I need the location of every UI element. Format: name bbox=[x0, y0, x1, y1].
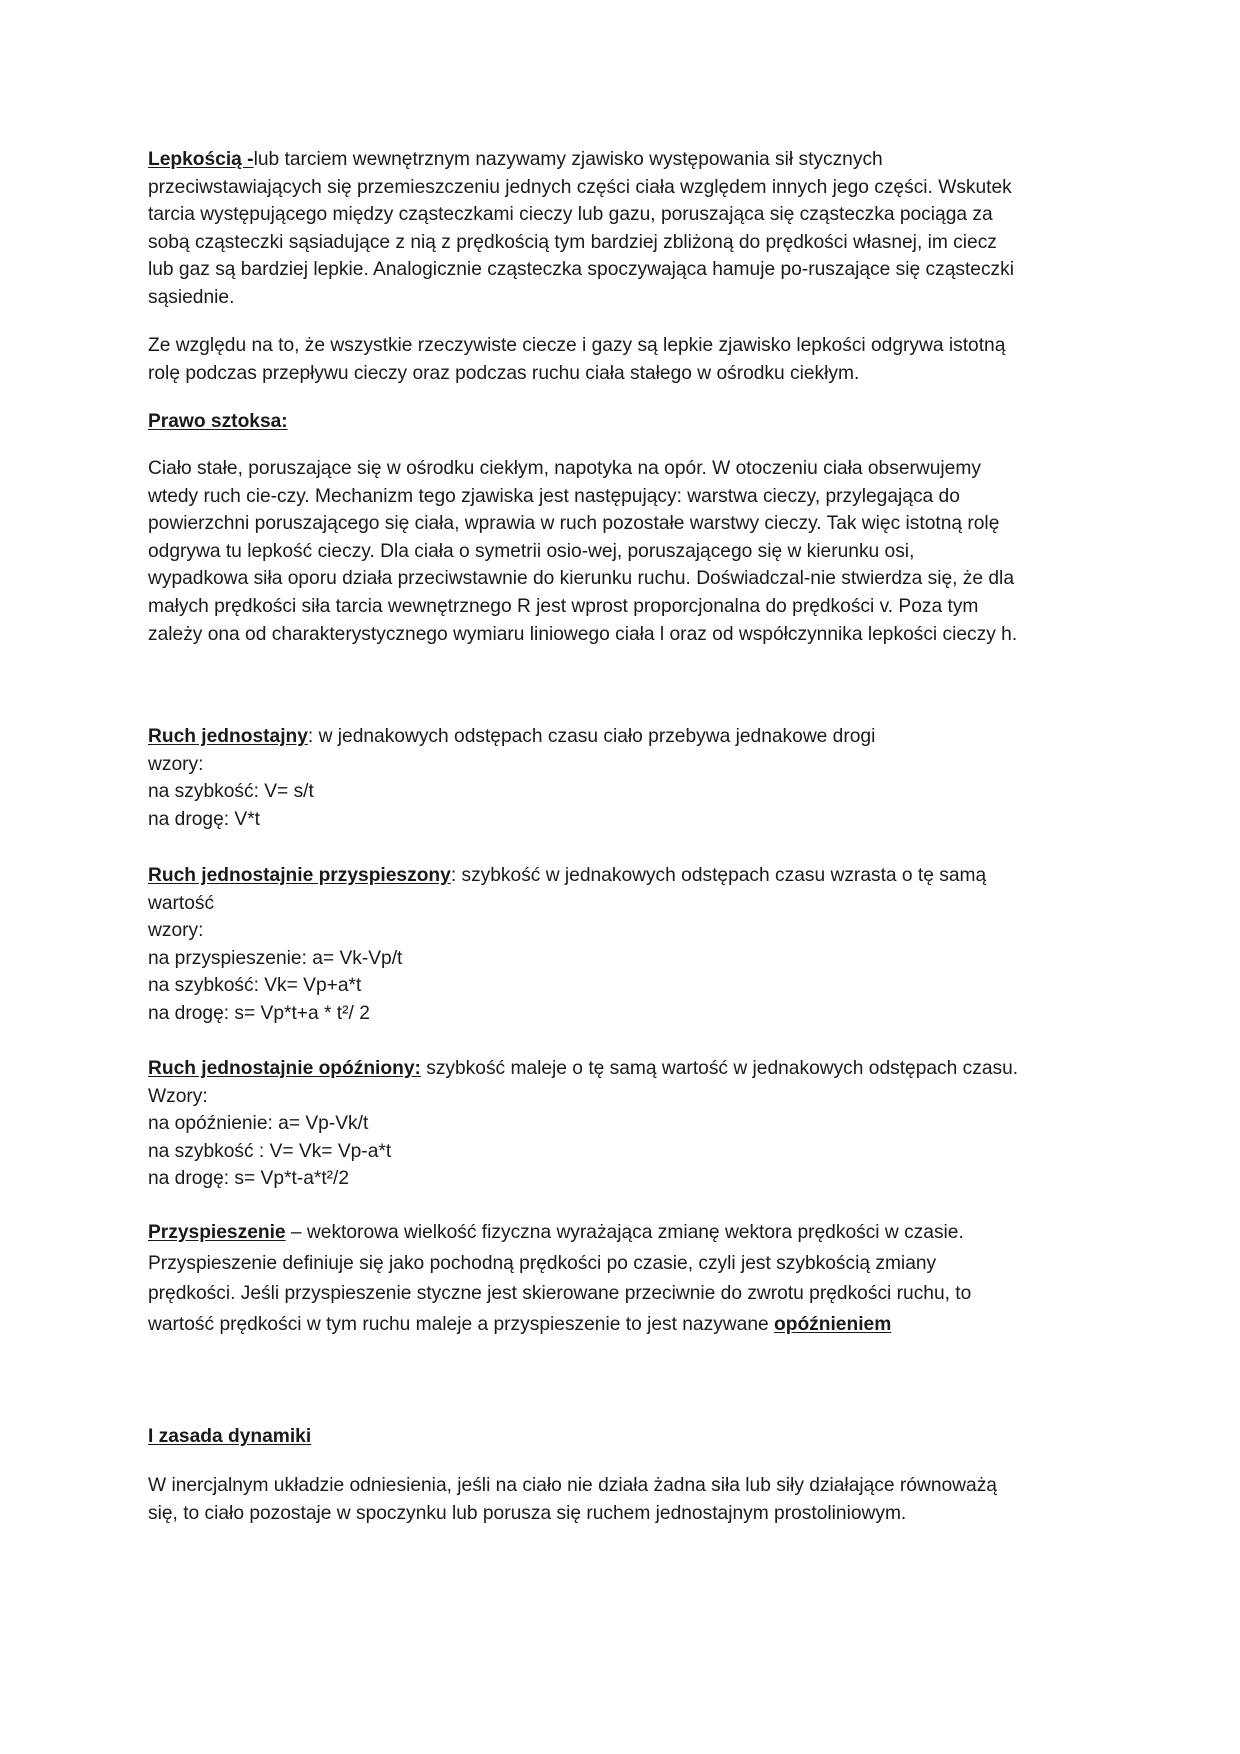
text-line: odgrywa tu lepkość cieczy. Dla ciała o symetrii osio-wej, poruszającego się w kierunku osi, bbox=[148, 540, 915, 562]
decelerated-motion-term: Ruch jednostajnie opóźniony: bbox=[148, 1058, 421, 1079]
text-line: Wzory: bbox=[148, 1085, 208, 1107]
stokes-heading-block bbox=[148, 408, 1098, 436]
text-line: lub tarciem wewnętrznym nazywamy zjawisko występowania sił stycznych bbox=[253, 149, 883, 170]
accelerated-motion-section bbox=[148, 862, 1098, 1028]
decelerated-motion-desc: szybkość maleje o tę samą wartość w jednakowych odstępach czasu. bbox=[420, 1058, 1019, 1079]
formula-line: na drogę: s= Vp*t+a * t²/ 2 bbox=[148, 1002, 370, 1024]
text-line: prędkości. Jeśli przyspieszenie styczne jest skierowane przeciwnie do zwrotu prędkości ruchu, to bbox=[148, 1283, 972, 1305]
text-line: rolę podczas przepływu cieczy oraz podczas ruchu ciała stałego w ośrodku ciekłym. bbox=[148, 362, 860, 384]
formula-line: na szybkość : V= Vk= Vp-a*t bbox=[148, 1140, 392, 1162]
formula-line: na szybkość: V= s/t bbox=[148, 781, 314, 803]
dynamics-heading-block bbox=[148, 1423, 1098, 1451]
dynamics-paragraph bbox=[148, 1472, 1098, 1527]
formula-line: na drogę: V*t bbox=[148, 808, 261, 830]
text-line: Przyspieszenie definiuje się jako pochodną prędkości po czasie, czyli jest szybkością zmiany bbox=[148, 1252, 937, 1274]
text-line: wypadkowa siła oporu działa przeciwstawnie do kierunku ruchu. Doświadczal-nie stwierdza się, że dla bbox=[148, 568, 1014, 590]
text-line: sobą cząsteczki sąsiadujące z nią z prędkością tym bardziej zbliżoną do prędkości własnej, im ciecz bbox=[148, 231, 997, 253]
decelerated-motion-section bbox=[148, 1055, 1098, 1193]
text-line: wzory: bbox=[148, 753, 204, 775]
text-line: Ze względu na to, że wszystkie rzeczywiste ciecze i gazy są lepkie zjawisko lepkości odgrywa istotną bbox=[148, 335, 1006, 356]
text-line: małych prędkości siła tarcia wewnętrznego R jest wprost proporcjonalna do prędkości v. Poza tym bbox=[148, 595, 979, 617]
stokes-heading: Prawo sztoksa: bbox=[148, 411, 288, 432]
text-line: tarcia występującego między cząsteczkami cieczy lub gazu, poruszająca się cząsteczka pociąga za bbox=[148, 204, 993, 226]
text-line: się, to ciało pozostaje w spoczynku lub porusza się ruchem jednostajnym prostoliniowym. bbox=[148, 1502, 907, 1524]
viscosity-paragraph bbox=[148, 146, 1098, 312]
acceleration-term: Przyspieszenie bbox=[148, 1222, 286, 1243]
text-line: wtedy ruch cie-czy. Mechanizm tego zjawiska jest następujący: warstwa cieczy, przylegająca do bbox=[148, 485, 960, 507]
text-line: wartość prędkości w tym ruchu maleje a przyspieszenie to jest nazywane bbox=[148, 1313, 774, 1335]
text-line: powierzchni poruszającego się ciała, wprawia w ruch pozostałe warstwy cieczy. Tak więc istotną rolę bbox=[148, 513, 1000, 535]
text-line: sąsiednie. bbox=[148, 286, 235, 308]
viscosity-term: Lepkością - bbox=[148, 149, 254, 170]
uniform-motion-term: Ruch jednostajny bbox=[148, 726, 308, 747]
formula-line: na szybkość: Vk= Vp+a*t bbox=[148, 975, 362, 997]
uniform-motion-desc: : w jednakowych odstępach czasu ciało przebywa jednakowe drogi bbox=[307, 726, 876, 747]
formula-line: na opóźnienie: a= Vp-Vk/t bbox=[148, 1113, 369, 1135]
deceleration-term: opóźnieniem bbox=[774, 1313, 892, 1335]
text-line: lub gaz są bardziej lepkie. Analogicznie cząsteczka spoczywająca hamuje po-ruszające się cząsteczki bbox=[148, 259, 1015, 281]
text-line: wartość bbox=[148, 892, 215, 914]
viscosity-importance-paragraph bbox=[148, 332, 1098, 387]
stokes-paragraph bbox=[148, 455, 1098, 648]
accelerated-motion-desc: : szybkość w jednakowych odstępach czasu wzrasta o tę samą bbox=[450, 865, 987, 886]
text-line: przeciwstawiających się przemieszczeniu jednych części ciała względem innych jego części. Wskutek bbox=[148, 176, 1012, 198]
text-line: wzory: bbox=[148, 920, 204, 942]
accelerated-motion-term: Ruch jednostajnie przyspieszony bbox=[148, 865, 451, 886]
formula-line: na przyspieszenie: a= Vk-Vp/t bbox=[148, 947, 403, 969]
text-line: zależy ona od charakterystycznego wymiaru liniowego ciała l oraz od współczynnika lepkości cieczy h. bbox=[148, 623, 1018, 645]
uniform-motion-section bbox=[148, 723, 1098, 833]
text-line: W inercjalnym układzie odniesienia, jeśli na ciało nie działa żadna siła lub siły działające równoważą bbox=[148, 1475, 997, 1496]
dynamics-heading: I zasada dynamiki bbox=[148, 1426, 312, 1447]
acceleration-line: – wektorowa wielkość fizyczna wyrażająca zmianę wektora prędkości w czasie. bbox=[285, 1222, 964, 1243]
formula-line: na drogę: s= Vp*t-a*t²/2 bbox=[148, 1168, 350, 1190]
acceleration-paragraph bbox=[148, 1218, 1098, 1340]
text-line: Ciało stałe, poruszające się w ośrodku ciekłym, napotyka na opór. W otoczeniu ciała obserwujemy bbox=[148, 458, 981, 479]
